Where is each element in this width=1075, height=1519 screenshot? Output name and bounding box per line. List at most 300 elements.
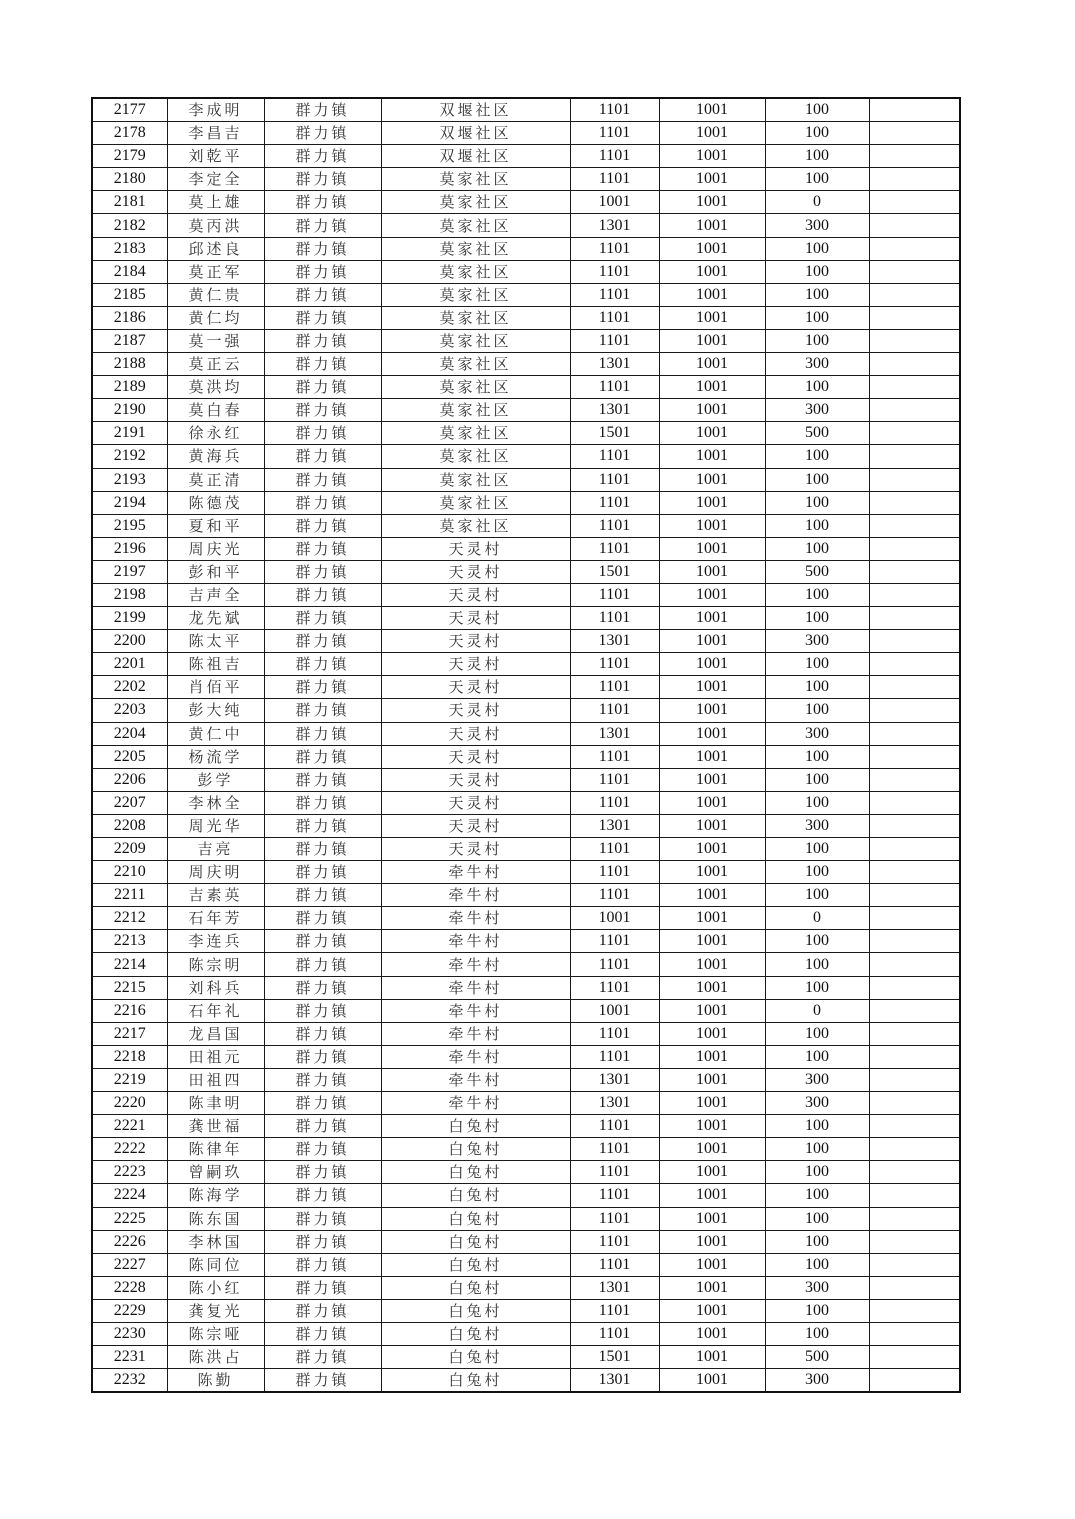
cell-person-name: 龙先斌 [167,607,264,630]
cell-person-name: 徐永红 [167,422,264,445]
cell-note [869,814,960,837]
cell-code-a: 1101 [570,1138,659,1161]
cell-amount: 0 [765,191,869,214]
cell-note [869,237,960,260]
table-row [92,353,960,376]
cell-town: 群力镇 [264,861,381,884]
cell-serial-number: 2213 [92,930,167,953]
cell-amount: 300 [765,814,869,837]
cell-village: 莫家社区 [381,260,570,283]
cell-village: 白兔村 [381,1161,570,1184]
cell-note [869,422,960,445]
cell-note [869,122,960,145]
cell-town: 群力镇 [264,814,381,837]
table-row [92,214,960,237]
cell-person-name: 刘乾平 [167,145,264,168]
cell-note [869,560,960,583]
cell-serial-number: 2223 [92,1161,167,1184]
cell-serial-number: 2190 [92,399,167,422]
cell-town: 群力镇 [264,630,381,653]
table-row [92,1022,960,1045]
cell-code-a: 1301 [570,814,659,837]
table-row [92,445,960,468]
cell-serial-number: 2202 [92,676,167,699]
table-row [92,653,960,676]
cell-amount: 100 [765,168,869,191]
cell-note [869,1068,960,1091]
table-row [92,699,960,722]
cell-amount: 300 [765,1276,869,1299]
cell-note [869,745,960,768]
cell-note [869,1161,960,1184]
cell-town: 群力镇 [264,560,381,583]
cell-serial-number: 2215 [92,976,167,999]
cell-person-name: 吉亮 [167,838,264,861]
cell-code-b: 1001 [659,976,765,999]
cell-person-name: 李昌吉 [167,122,264,145]
cell-village: 牵牛村 [381,907,570,930]
cell-town: 群力镇 [264,953,381,976]
cell-village: 双堰社区 [381,145,570,168]
cell-town: 群力镇 [264,514,381,537]
cell-town: 群力镇 [264,745,381,768]
cell-note [869,976,960,999]
cell-person-name: 陈勤 [167,1369,264,1393]
cell-serial-number: 2200 [92,630,167,653]
cell-amount: 100 [765,283,869,306]
cell-town: 群力镇 [264,1045,381,1068]
cell-village: 牵牛村 [381,976,570,999]
cell-person-name: 黄仁均 [167,306,264,329]
cell-note [869,884,960,907]
cell-town: 群力镇 [264,214,381,237]
cell-code-b: 1001 [659,122,765,145]
cell-code-b: 1001 [659,1115,765,1138]
cell-village: 天灵村 [381,768,570,791]
cell-serial-number: 2178 [92,122,167,145]
cell-town: 群力镇 [264,98,381,122]
cell-note [869,1346,960,1369]
cell-serial-number: 2227 [92,1253,167,1276]
cell-amount: 500 [765,422,869,445]
cell-village: 牵牛村 [381,1045,570,1068]
cell-person-name: 李成明 [167,98,264,122]
cell-town: 群力镇 [264,122,381,145]
cell-town: 群力镇 [264,907,381,930]
cell-village: 天灵村 [381,838,570,861]
cell-code-b: 1001 [659,607,765,630]
cell-person-name: 莫白春 [167,399,264,422]
cell-code-b: 1001 [659,329,765,352]
cell-serial-number: 2191 [92,422,167,445]
cell-village: 白兔村 [381,1346,570,1369]
cell-code-b: 1001 [659,260,765,283]
cell-code-a: 1101 [570,1207,659,1230]
table-row [92,1068,960,1091]
cell-town: 群力镇 [264,583,381,606]
cell-person-name: 李定全 [167,168,264,191]
cell-town: 群力镇 [264,1115,381,1138]
cell-town: 群力镇 [264,699,381,722]
cell-town: 群力镇 [264,329,381,352]
cell-serial-number: 2208 [92,814,167,837]
cell-code-b: 1001 [659,999,765,1022]
cell-serial-number: 2204 [92,722,167,745]
cell-town: 群力镇 [264,145,381,168]
cell-village: 天灵村 [381,630,570,653]
cell-amount: 300 [765,1068,869,1091]
cell-note [869,907,960,930]
cell-code-a: 1101 [570,930,659,953]
cell-code-b: 1001 [659,1138,765,1161]
cell-code-a: 1301 [570,630,659,653]
cell-note [869,1092,960,1115]
cell-note [869,676,960,699]
cell-serial-number: 2222 [92,1138,167,1161]
cell-serial-number: 2225 [92,1207,167,1230]
cell-amount: 100 [765,976,869,999]
cell-amount: 100 [765,838,869,861]
cell-village: 莫家社区 [381,445,570,468]
cell-town: 群力镇 [264,1369,381,1393]
cell-amount: 300 [765,1092,869,1115]
cell-town: 群力镇 [264,676,381,699]
cell-code-b: 1001 [659,445,765,468]
cell-person-name: 黄仁中 [167,722,264,745]
cell-village: 牵牛村 [381,1068,570,1091]
cell-person-name: 邱述良 [167,237,264,260]
cell-code-a: 1101 [570,699,659,722]
cell-person-name: 吉声全 [167,583,264,606]
cell-amount: 0 [765,907,869,930]
cell-note [869,445,960,468]
cell-person-name: 莫上雄 [167,191,264,214]
cell-serial-number: 2226 [92,1230,167,1253]
cell-serial-number: 2197 [92,560,167,583]
cell-code-a: 1101 [570,329,659,352]
cell-person-name: 黄海兵 [167,445,264,468]
cell-code-b: 1001 [659,814,765,837]
cell-person-name: 曾嗣玖 [167,1161,264,1184]
cell-code-a: 1101 [570,376,659,399]
cell-code-b: 1001 [659,306,765,329]
table-row [92,1138,960,1161]
cell-code-b: 1001 [659,491,765,514]
cell-note [869,1276,960,1299]
roster-table-body [92,98,960,1392]
cell-code-a: 1301 [570,722,659,745]
cell-person-name: 陈太平 [167,630,264,653]
table-row [92,583,960,606]
cell-code-b: 1001 [659,676,765,699]
cell-village: 天灵村 [381,676,570,699]
cell-code-a: 1301 [570,399,659,422]
table-row [92,1161,960,1184]
cell-serial-number: 2205 [92,745,167,768]
table-row [92,1207,960,1230]
cell-village: 白兔村 [381,1138,570,1161]
cell-person-name: 吉素英 [167,884,264,907]
cell-town: 群力镇 [264,791,381,814]
cell-serial-number: 2216 [92,999,167,1022]
cell-code-a: 1101 [570,953,659,976]
cell-code-b: 1001 [659,237,765,260]
table-row [92,491,960,514]
cell-code-b: 1001 [659,953,765,976]
cell-person-name: 陈同位 [167,1253,264,1276]
table-row [92,1253,960,1276]
cell-code-b: 1001 [659,1346,765,1369]
cell-note [869,583,960,606]
cell-person-name: 彭大纯 [167,699,264,722]
cell-person-name: 田祖元 [167,1045,264,1068]
cell-note [869,699,960,722]
cell-village: 莫家社区 [381,237,570,260]
cell-amount: 100 [765,306,869,329]
cell-amount: 300 [765,353,869,376]
cell-note [869,930,960,953]
cell-town: 群力镇 [264,306,381,329]
cell-serial-number: 2232 [92,1369,167,1393]
cell-code-a: 1501 [570,422,659,445]
cell-amount: 300 [765,214,869,237]
cell-amount: 100 [765,768,869,791]
cell-village: 白兔村 [381,1369,570,1393]
cell-code-b: 1001 [659,630,765,653]
cell-note [869,399,960,422]
table-row [92,98,960,122]
cell-person-name: 石年礼 [167,999,264,1022]
cell-amount: 100 [765,791,869,814]
cell-amount: 100 [765,861,869,884]
cell-code-a: 1101 [570,514,659,537]
cell-town: 群力镇 [264,376,381,399]
cell-serial-number: 2210 [92,861,167,884]
cell-note [869,306,960,329]
cell-serial-number: 2187 [92,329,167,352]
cell-note [869,214,960,237]
table-row [92,676,960,699]
cell-note [869,283,960,306]
cell-code-b: 1001 [659,537,765,560]
table-row [92,1092,960,1115]
cell-code-b: 1001 [659,583,765,606]
cell-amount: 300 [765,399,869,422]
cell-town: 群力镇 [264,999,381,1022]
cell-code-a: 1101 [570,1230,659,1253]
cell-code-b: 1001 [659,1068,765,1091]
cell-person-name: 杨流学 [167,745,264,768]
cell-village: 白兔村 [381,1115,570,1138]
cell-note [869,537,960,560]
cell-town: 群力镇 [264,1322,381,1345]
cell-code-a: 1101 [570,884,659,907]
cell-code-a: 1101 [570,283,659,306]
cell-person-name: 周光华 [167,814,264,837]
cell-code-a: 1101 [570,260,659,283]
cell-note [869,1184,960,1207]
table-row [92,168,960,191]
cell-town: 群力镇 [264,191,381,214]
cell-note [869,607,960,630]
table-row [92,1322,960,1345]
cell-person-name: 龙昌国 [167,1022,264,1045]
cell-code-a: 1501 [570,560,659,583]
cell-person-name: 莫洪均 [167,376,264,399]
cell-code-a: 1101 [570,1045,659,1068]
table-row [92,191,960,214]
cell-person-name: 刘科兵 [167,976,264,999]
cell-village: 天灵村 [381,814,570,837]
cell-code-b: 1001 [659,98,765,122]
cell-amount: 100 [765,699,869,722]
cell-serial-number: 2211 [92,884,167,907]
cell-code-b: 1001 [659,1322,765,1345]
cell-amount: 500 [765,560,869,583]
cell-town: 群力镇 [264,1184,381,1207]
cell-town: 群力镇 [264,722,381,745]
cell-person-name: 李连兵 [167,930,264,953]
cell-note [869,260,960,283]
cell-amount: 100 [765,537,869,560]
cell-code-a: 1101 [570,768,659,791]
cell-serial-number: 2220 [92,1092,167,1115]
cell-code-a: 1101 [570,607,659,630]
cell-village: 莫家社区 [381,168,570,191]
cell-town: 群力镇 [264,1138,381,1161]
table-row [92,306,960,329]
cell-person-name: 陈小红 [167,1276,264,1299]
cell-code-a: 1101 [570,1161,659,1184]
cell-serial-number: 2186 [92,306,167,329]
cell-amount: 100 [765,1138,869,1161]
cell-amount: 100 [765,884,869,907]
cell-code-b: 1001 [659,768,765,791]
cell-serial-number: 2181 [92,191,167,214]
cell-serial-number: 2198 [92,583,167,606]
cell-town: 群力镇 [264,1161,381,1184]
cell-person-name: 陈宗明 [167,953,264,976]
cell-serial-number: 2180 [92,168,167,191]
cell-town: 群力镇 [264,353,381,376]
cell-code-b: 1001 [659,745,765,768]
cell-serial-number: 2185 [92,283,167,306]
cell-serial-number: 2177 [92,98,167,122]
cell-amount: 300 [765,630,869,653]
cell-code-b: 1001 [659,1369,765,1393]
table-row [92,537,960,560]
cell-code-a: 1101 [570,861,659,884]
cell-village: 白兔村 [381,1276,570,1299]
cell-code-a: 1301 [570,1068,659,1091]
cell-town: 群力镇 [264,260,381,283]
cell-code-b: 1001 [659,838,765,861]
cell-code-a: 1101 [570,838,659,861]
table-row [92,283,960,306]
cell-code-b: 1001 [659,422,765,445]
table-row [92,884,960,907]
cell-serial-number: 2193 [92,468,167,491]
cell-note [869,861,960,884]
cell-town: 群力镇 [264,422,381,445]
cell-village: 莫家社区 [381,214,570,237]
cell-person-name: 夏和平 [167,514,264,537]
table-row [92,376,960,399]
cell-note [869,1230,960,1253]
table-row [92,976,960,999]
cell-code-b: 1001 [659,283,765,306]
table-row [92,907,960,930]
cell-amount: 500 [765,1346,869,1369]
cell-note [869,191,960,214]
cell-amount: 100 [765,676,869,699]
cell-code-a: 1301 [570,353,659,376]
cell-village: 双堰社区 [381,98,570,122]
cell-serial-number: 2179 [92,145,167,168]
cell-person-name: 陈海学 [167,1184,264,1207]
table-row [92,1276,960,1299]
cell-amount: 100 [765,1230,869,1253]
cell-town: 群力镇 [264,1230,381,1253]
cell-town: 群力镇 [264,653,381,676]
cell-village: 莫家社区 [381,306,570,329]
cell-amount: 300 [765,1369,869,1393]
cell-code-b: 1001 [659,399,765,422]
cell-code-a: 1301 [570,1276,659,1299]
cell-note [869,376,960,399]
cell-code-b: 1001 [659,1276,765,1299]
cell-village: 莫家社区 [381,399,570,422]
cell-code-b: 1001 [659,353,765,376]
cell-code-a: 1501 [570,1346,659,1369]
cell-serial-number: 2201 [92,653,167,676]
cell-person-name: 莫正清 [167,468,264,491]
table-row [92,145,960,168]
cell-code-a: 1101 [570,445,659,468]
cell-town: 群力镇 [264,1299,381,1322]
table-row [92,260,960,283]
cell-amount: 100 [765,1322,869,1345]
cell-amount: 100 [765,930,869,953]
cell-amount: 100 [765,122,869,145]
cell-code-a: 1101 [570,976,659,999]
cell-code-b: 1001 [659,861,765,884]
cell-note [869,1299,960,1322]
cell-village: 白兔村 [381,1230,570,1253]
cell-note [869,514,960,537]
cell-amount: 100 [765,445,869,468]
cell-serial-number: 2184 [92,260,167,283]
cell-person-name: 肖佰平 [167,676,264,699]
table-row [92,1299,960,1322]
cell-serial-number: 2212 [92,907,167,930]
cell-village: 白兔村 [381,1299,570,1322]
cell-serial-number: 2195 [92,514,167,537]
cell-town: 群力镇 [264,976,381,999]
cell-serial-number: 2183 [92,237,167,260]
cell-amount: 100 [765,98,869,122]
cell-town: 群力镇 [264,168,381,191]
cell-village: 莫家社区 [381,353,570,376]
cell-code-a: 1101 [570,791,659,814]
cell-village: 天灵村 [381,537,570,560]
cell-village: 牵牛村 [381,999,570,1022]
table-row [92,1346,960,1369]
cell-village: 牵牛村 [381,861,570,884]
cell-note [869,1138,960,1161]
cell-note [869,1322,960,1345]
table-row [92,745,960,768]
